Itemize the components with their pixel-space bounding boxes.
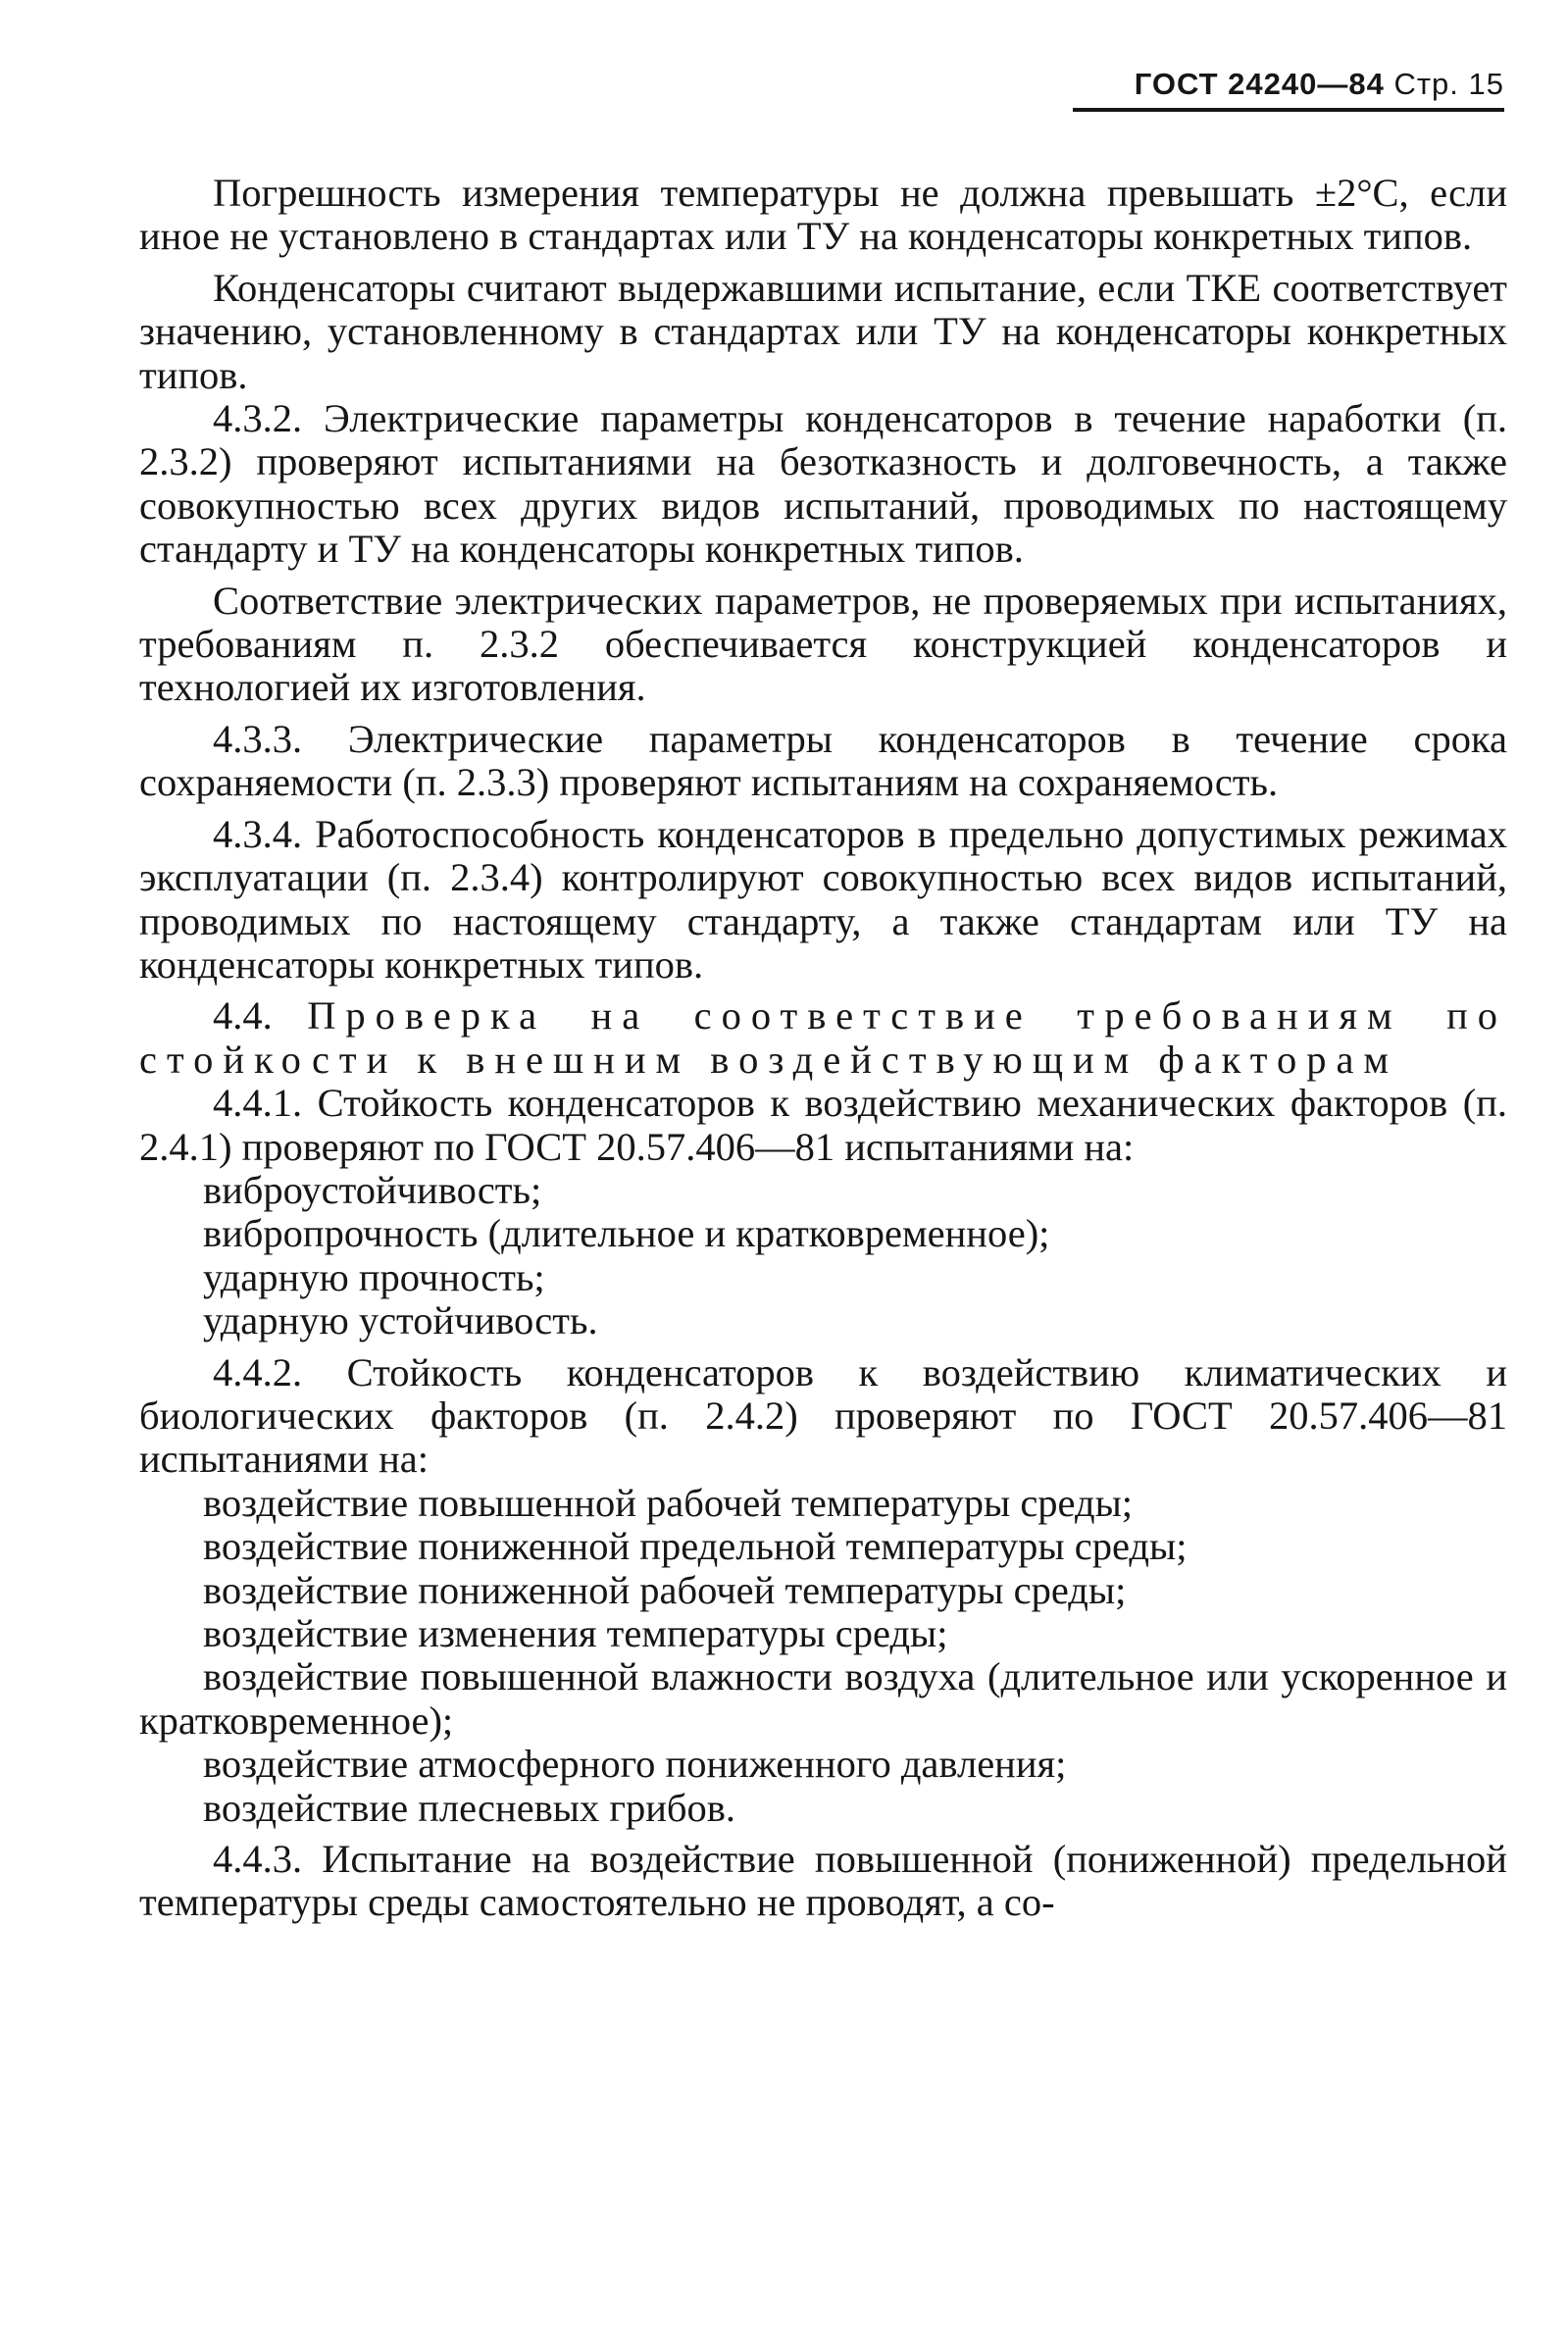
list-item: воздействие атмосферного пониженного давления; bbox=[203, 1742, 1067, 1787]
paragraph-temperature-error: Погрешность измерения температуры не должна превышать ±2°С, если иное не установлено в стандартах или ТУ на конденсаторы конкретных типов. bbox=[139, 171, 1507, 259]
paragraph-4-3-2: 4.3.2. Электрические параметры конденсаторов в течение наработки (п. 2.3.2) проверяют испытаниями на безотказность и долговечность, а также совокупностью всех других видов испытаний, проводимых по настоящему стандарту и ТУ на конденсаторы конкретных типов. bbox=[139, 396, 1507, 572]
section-number: 4.4. bbox=[213, 993, 273, 1039]
paragraph-4-3-4: 4.3.4. Работоспособность конденсаторов в предельно допустимых режимах эксплуатации (п. 2.3.4) контролируют совокупностью всех видов испытаний, проводимых по настоящему стандарту, а также стандартам или ТУ на конденсаторы конкретных типов. bbox=[139, 811, 1507, 987]
paragraph-4-3-3: 4.3.3. Электрические параметры конденсаторов в течение срока сохраняемости (п. 2.3.3) проверяют испытаниям на сохраняемость. bbox=[139, 716, 1507, 805]
page-number: Стр. 15 bbox=[1393, 67, 1504, 101]
list-item: виброустойчивость; bbox=[203, 1167, 542, 1212]
paragraph-4-4-2: 4.4.2. Стойкость конденсаторов к воздействию климатических и биологических факторов (п. 2.4.2) проверяют по ГОСТ 20.57.406—81 испытаниями на: bbox=[139, 1349, 1507, 1482]
section-title: Проверка на соответствие требованиям по стойкости к внешним воздействующим факторам bbox=[139, 993, 1507, 1082]
list-item: ударную прочность; bbox=[203, 1254, 545, 1299]
paragraph-4-4-1: 4.4.1. Стойкость конденсаторов к воздействию механических факторов (п. 2.4.1) проверяют по ГОСТ 20.57.406—81 испытаниями на: bbox=[139, 1081, 1507, 1169]
list-item: ударную устойчивость. bbox=[203, 1298, 598, 1343]
paragraph-parameters-compliance: Соответствие электрических параметров, не проверяемых при испытаниях, требованиям п. 2.3.2 обеспечивается конструкцией конденсаторов и технологией их изготовления. bbox=[139, 578, 1507, 710]
list-item: воздействие повышенной рабочей температуры среды; bbox=[203, 1480, 1134, 1525]
document-number: ГОСТ 24240—84 bbox=[1134, 67, 1385, 101]
list-item: воздействие плесневых грибов. bbox=[203, 1785, 736, 1830]
list-item: воздействие изменения температуры среды; bbox=[203, 1611, 948, 1655]
paragraph-4-4-3: 4.4.3. Испытание на воздействие повышенной (пониженной) предельной температуры среды самостоятельно не проводят, а со- bbox=[139, 1837, 1507, 1925]
list-item: воздействие повышенной влажности воздуха (длительное или ускоренное и кратковременное); bbox=[139, 1654, 1507, 1743]
list-item: воздействие пониженной предельной температуры среды; bbox=[203, 1524, 1188, 1569]
climatic-tests-list bbox=[139, 1482, 1507, 1830]
page-header bbox=[1073, 67, 1504, 112]
section-heading-4-4 bbox=[139, 994, 1507, 1082]
paragraph-tke-criterion: Конденсаторы считают выдержавшими испытание, если ТКЕ соответствует значению, установленному в стандартах или ТУ на конденсаторы конкретных типов. bbox=[139, 265, 1507, 397]
list-item: вибропрочность (длительное и кратковременное); bbox=[203, 1211, 1050, 1256]
mechanical-tests-list bbox=[139, 1169, 1507, 1343]
document-body bbox=[139, 172, 1507, 1925]
list-item: воздействие пониженной рабочей температуры среды; bbox=[203, 1567, 1127, 1612]
